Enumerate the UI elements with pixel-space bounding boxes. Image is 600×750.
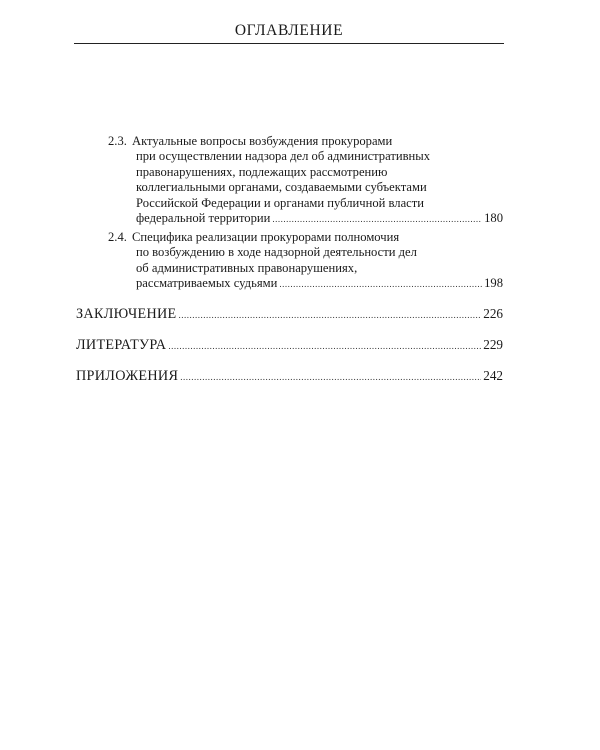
toc-chapter-title: ПРИЛОЖЕНИЯ	[76, 368, 179, 384]
page-title: ОГЛАВЛЕНИЕ	[234, 22, 344, 39]
dot-leader	[279, 277, 482, 292]
toc-entry-line: коллегиальными органами, создаваемыми субъектами	[136, 180, 427, 195]
toc-entry-line: по возбуждению в ходе надзорной деятельности дел	[136, 245, 417, 260]
toc-page-number: 242	[483, 368, 503, 383]
toc-entry-line: рассматриваемых судьями	[136, 276, 278, 291]
toc-entry-line: при осуществлении надзора дел об административных	[136, 149, 431, 164]
toc-entry-number: 2.4.	[108, 230, 127, 244]
toc-page-number: 198	[484, 276, 503, 291]
toc-page-number: 180	[484, 211, 503, 226]
toc-entry-last-line	[132, 276, 503, 292]
toc-entry-literature[interactable]	[76, 336, 503, 355]
toc-chapter-title: ЛИТЕРАТУРА	[76, 337, 167, 353]
dot-leader	[179, 307, 482, 324]
toc-page-number: 226	[483, 306, 503, 321]
toc-entry-line: федеральной территории	[136, 211, 271, 226]
toc-entry-line: об административных правонарушениях,	[136, 260, 358, 275]
toc-page-number: 229	[483, 337, 503, 352]
toc-entry-conclusion[interactable]	[76, 305, 503, 324]
toc-entry-line: Российской Федерации и органами публичной власти	[136, 195, 424, 210]
toc-entry-line: правонарушениях, подлежащих рассмотрению	[136, 164, 388, 179]
header-rule	[74, 43, 504, 44]
toc-entry-line: Специфика реализации прокурорами полномочия	[132, 230, 400, 244]
toc-entry-number: 2.3.	[108, 134, 127, 148]
dot-leader	[180, 369, 481, 386]
toc-entry-2-4[interactable]	[108, 230, 503, 293]
dot-leader	[272, 212, 482, 227]
toc-entry-line: Актуальные вопросы возбуждения прокурорами	[132, 134, 393, 148]
toc-entry-2-3[interactable]	[108, 134, 503, 227]
dot-leader	[168, 338, 481, 355]
toc-entry-appendices[interactable]	[76, 367, 503, 386]
toc-chapter-title: ЗАКЛЮЧЕНИЕ	[76, 306, 177, 322]
toc-entry-last-line	[132, 211, 503, 227]
